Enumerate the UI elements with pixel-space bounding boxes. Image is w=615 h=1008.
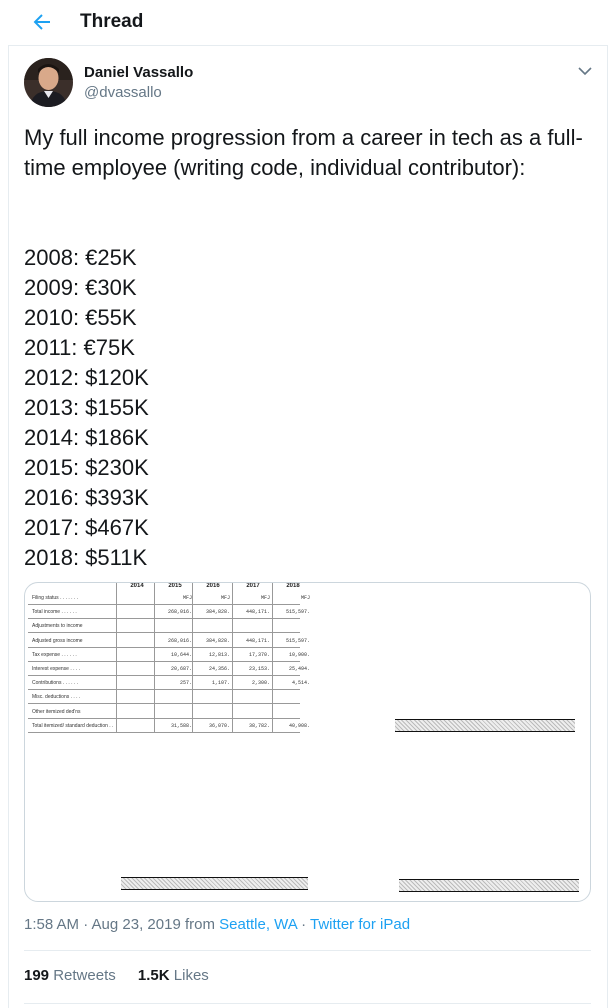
- tax-year-header: 2015: [168, 583, 182, 589]
- earnings-row: [315, 679, 575, 692]
- table-cell: 10,644.: [170, 651, 192, 658]
- table-cell: 40,908.: [288, 722, 310, 729]
- meta-separator: ·: [296, 916, 310, 933]
- paystub-bottom-right: [317, 749, 579, 895]
- earnings-row: [33, 819, 308, 832]
- table-cell: 38,782.: [248, 722, 270, 729]
- row-label: Total income . . . . . .: [32, 609, 77, 616]
- earnings-row: [317, 776, 579, 789]
- row-label: Adjustments to income: [32, 623, 83, 630]
- table-cell: 17,370.: [248, 651, 270, 658]
- row-label: Adjusted gross income: [32, 637, 83, 644]
- earnings-row: [317, 826, 579, 839]
- table-cell: 515,597.: [285, 609, 310, 616]
- table-row: [28, 605, 310, 619]
- paystub-bottom-left: [33, 749, 308, 895]
- thread-header: [8, 0, 608, 46]
- table-cell: 384,828.: [205, 609, 230, 616]
- table-cell: 268,016.: [167, 637, 192, 644]
- earnings-row: [317, 763, 579, 776]
- table-cell: 4,514.: [291, 680, 310, 687]
- table-cell: 24,356.: [208, 666, 230, 672]
- income-list: [24, 243, 324, 573]
- earnings-row: [33, 847, 308, 860]
- author-name[interactable]: Daniel Vassallo: [84, 64, 194, 81]
- income-line: 2014: $186K: [24, 425, 149, 450]
- earnings-row: [33, 763, 308, 776]
- retweets-label: Retweets: [53, 967, 116, 984]
- income-line: 2012: $120K: [24, 365, 149, 390]
- table-cell: 384,828.: [205, 637, 230, 644]
- author-handle[interactable]: @dvassallo: [84, 84, 162, 101]
- source-link[interactable]: Twitter for iPad: [310, 916, 411, 933]
- likes-label: Likes: [173, 967, 209, 984]
- table-cell: 2,300.: [251, 680, 270, 687]
- earnings-row: [315, 616, 575, 629]
- earnings-row: [315, 704, 575, 717]
- earnings-row: [315, 691, 575, 704]
- tweet-text: My full income progression from a career in tech as a full-time employee (writing code, individual contributor):: [24, 125, 583, 180]
- page-title: Thread: [80, 11, 144, 32]
- tweet-media-image[interactable]: [24, 582, 591, 902]
- row-label: Tax expense . . . . . .: [32, 651, 77, 658]
- earnings-row: [315, 628, 575, 641]
- row-label: Filing status . . . . . . .: [32, 595, 79, 601]
- row-label: Misc. deductions . . . .: [32, 694, 81, 701]
- gross-pay-bar: [121, 877, 308, 890]
- gross-pay-bar: [395, 719, 575, 732]
- table-cell: 20,687.: [170, 666, 192, 672]
- earnings-row: [317, 864, 579, 877]
- earnings-row: [317, 788, 579, 801]
- arrow-left-icon[interactable]: [30, 10, 54, 34]
- table-cell: MFJ: [220, 595, 230, 601]
- income-line: 2008: €25K: [24, 245, 137, 270]
- earnings-row: [315, 666, 575, 679]
- earnings-row: [317, 801, 579, 814]
- table-cell: 23,153.: [248, 666, 270, 672]
- earnings-row: [33, 791, 308, 804]
- earnings-row: [315, 603, 575, 616]
- earnings-row: [315, 653, 575, 666]
- tax-year-header: 2017: [246, 583, 260, 589]
- table-row: [28, 591, 310, 605]
- earnings-row: [317, 851, 579, 864]
- table-row: [28, 634, 310, 648]
- tax-year-header: 2018: [286, 583, 300, 589]
- tweet-timestamp[interactable]: 1:58 AM · Aug 23, 2019 from: [24, 916, 220, 933]
- divider: [24, 950, 591, 951]
- table-cell: 448,171.: [245, 637, 270, 644]
- tax-summary-table: [28, 583, 310, 743]
- chevron-down-icon[interactable]: [576, 62, 594, 80]
- table-row: [28, 662, 310, 676]
- earnings-row: [33, 833, 308, 846]
- retweets-stat[interactable]: [24, 967, 116, 984]
- income-line: 2009: €30K: [24, 275, 137, 300]
- tweet-stats: [24, 967, 227, 984]
- tax-year-header: 2014: [130, 583, 144, 589]
- earnings-row: [317, 839, 579, 852]
- table-cell: 515,597.: [285, 637, 310, 644]
- tweet-meta: [24, 916, 410, 933]
- paystub-top-right: [315, 589, 575, 735]
- table-cell: 1,107.: [211, 680, 230, 687]
- table-row: [28, 690, 300, 704]
- table-cell: 36,070.: [208, 722, 230, 729]
- income-line: 2017: $467K: [24, 515, 149, 540]
- table-row: [28, 719, 310, 733]
- tax-year-header: 2016: [206, 583, 220, 589]
- avatar[interactable]: [24, 58, 73, 107]
- table-cell: 10,900.: [288, 651, 310, 658]
- row-label: Contributions . . . . . .: [32, 680, 79, 687]
- table-cell: MFJ: [260, 595, 270, 601]
- income-line: 2010: €55K: [24, 305, 137, 330]
- location-link[interactable]: Seattle, WA: [219, 916, 297, 933]
- row-label: Other itemized ded'ns: [32, 708, 81, 715]
- table-cell: 25,494.: [288, 666, 310, 672]
- retweets-count: 199: [24, 967, 50, 984]
- table-cell: MFJ: [182, 595, 192, 601]
- table-cell: 12,813.: [208, 651, 230, 658]
- earnings-row: [317, 813, 579, 826]
- earnings-row: [33, 777, 308, 790]
- table-row: [28, 676, 310, 690]
- row-label: Total itemized/ standard deduction . .: [32, 722, 114, 729]
- table-cell: 268,016.: [167, 609, 192, 616]
- table-row: [28, 619, 300, 633]
- income-line: 2018: $511K: [24, 545, 148, 570]
- earnings-row: [315, 641, 575, 654]
- divider: [24, 1003, 591, 1004]
- income-line: 2015: $230K: [24, 455, 149, 480]
- income-line: 2011: €75K: [24, 335, 135, 360]
- table-cell: 257.: [179, 680, 192, 687]
- table-cell: MFJ: [300, 595, 310, 601]
- row-label: Interest expense . . . .: [32, 666, 81, 672]
- likes-count: 1.5K: [137, 967, 170, 984]
- table-row: [28, 705, 300, 719]
- table-cell: 448,171.: [245, 609, 270, 616]
- earnings-row: [33, 805, 308, 818]
- income-line: 2013: $155K: [24, 395, 149, 420]
- table-row: [28, 648, 310, 662]
- table-cell: 31,588.: [170, 722, 192, 729]
- likes-stat[interactable]: [138, 967, 209, 984]
- income-line: 2016: $393K: [24, 485, 149, 510]
- earnings-row: [33, 861, 308, 874]
- gross-pay-bar: [399, 879, 579, 892]
